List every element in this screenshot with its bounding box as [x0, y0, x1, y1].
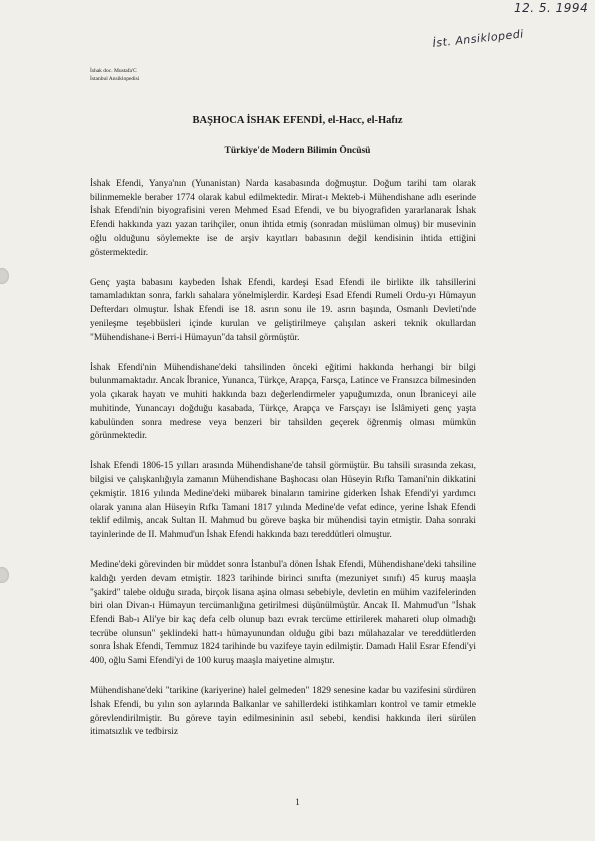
punch-hole — [0, 268, 9, 284]
source-note — [90, 67, 139, 83]
page-number: 1 — [295, 797, 300, 807]
document-subtitle: Türkiye'de Modern Bilimin Öncüsü — [224, 146, 371, 156]
paragraph: İshak Efendi'nin Mühendishane'deki tahsilinden önceki eğitimi hakkında herhangi bir bilgi bulunmamaktadır. Ancak İbranice, Yunanca, Türkçe, Arapça, Farsça, Latince ve Fransızca bilmesinden yola çıkarak hayatı ve muhiti hakkında bazı değerlendirmeler yapuğumızda, onun İbraniceyi aile muhitinde, Yunancayı doğduğu kasabada, Türkçe, Arapça ve Farsçayı ise İslâmiyeti genç yaşta kabulünden sonra medrese veya benzeri bir tahsilden geçerek öğrenmiş olması mümkün görünmektedir. — [90, 362, 476, 442]
document-title: BAŞHOCA İSHAK EFENDİ, el-Hacc, el-Hafız — [192, 115, 403, 126]
paragraph: İshak Efendi, Yanya'nın (Yunanistan) Narda kasabasında doğmuştur. Doğum tarihi tam olarak bilinmemekle beraber 1774 olarak kabul edilmektedir. Mirat-ı Mekteb-i Mühendishane adlı eserinde İshak Efendi'nin biyografisini veren Mehmed Esad Efendi, ve bu biyografiden yararlanarak İshak Efendi hakkında yazı yazan tarihçiler, onun ihtida etmiş (sonradan müslüman olmuş) bir musevinin oğlu olduğunu söylemekte ise de arşiv kayıtları babasının değil kendisinin ihtida ettiğini göstermektedir. — [90, 179, 476, 258]
handwritten-note: İst. Ansiklopedi — [432, 27, 525, 50]
paragraph: Genç yaşta babasını kaybeden İshak Efendi, kardeşi Esad Efendi ile birlikte ilk tahsillerini tamamladıktan sonra, farklı sahalara yönelmişlerdir. Kardeşi Esad Efendi Rumeli Ordu-yı Hümayun Defterdarı olmuştur. İshak Efendi ise 18. asrın sonu ile 19. asrın başında, Osmanlı Devleti'nde yenileşme teşebbüsleri içinde kurulan ve geliştirilmeye çalışılan askeri teknik okullardan "Mühendishane-i Berri-i Hümayun"da tahsil görmüştür. — [90, 277, 476, 343]
punch-hole — [0, 567, 9, 583]
body-text — [90, 178, 476, 757]
handwritten-date: 12. 5. 1994 — [514, 1, 589, 15]
paragraph: Mühendishane'deki "tarikine (kariyerine) halel gelmeden" 1829 senesine kadar bu vazifesini sürdüren İshak Efendi, bu yılın son aylarında Balkanlar ve sahillerdeki istihkamları kontrol ve tamir etmekle görevlendirilmiştir. Bu göreve tayin edilmesininin asıl sebebi, kendisi hakkında ileri sürülen itimatsızlık ve tedbirsiz — [90, 686, 476, 738]
source-line: İstanbul Ansiklopedisi — [90, 76, 140, 82]
source-line: İshak doc. Mustafa'C — [90, 68, 137, 74]
paragraph: Medine'deki görevinden bir müddet sonra İstanbul'a dönen İshak Efendi, Mühendishane'deki tahsiline kaldığı yerden devam etmiştir. 1823 tarihinde birinci sınıfta (mezuniyet sınıfı) 45 kuruş maaşla "şakird" talebe olduğu sırada, birçok lisana aşina olması sebebiyle, devletin en mühim vazifelerinden biri olan Divan-ı Hümayun tercümanlığına getirilmesi düşünülmüştür. Ancak II. Mahmud'un "İshak Efendi Bab-ı Ali'ye bir kaç defa celb olunup bazı evrak tercüme ettirilerek mahareti olup olmadığı tecrübe olunsun" şeklindeki hatt-ı hümayunundan olduğu gibi bazı mülahazalar ve tereddütlerden sonra İshak Efendi, Temmuz 1824 tarihinde bu vazifeye tayin edilmiştir. Damadı Halil Esrar Efendi'yi 400, oğlu Sami Efendi'yi de 100 kuruş maaşla maiyetine almıştır. — [90, 560, 476, 667]
paragraph: İshak Efendi 1806-15 yılları arasında Mühendishane'de tahsil görmüştür. Bu tahsili sırasında zekası, bilgisi ve çalışkanlığıyla zamanın Mühendishane Başhocası olan Hüseyin Rıfkı Tamani'nin dikkatini çekmiştir. 1816 yılında Medine'deki mübarek binaların tamirine giderken İshak Efendi'yi yardımcı olarak yanına alan Hüseyin Rıfkı Tamani 1817 yılında Medine'de vefat edince, yerine İshak Efendi teklif edilmiş, ancak Sultan II. Mahmud bu göreve başka bir mühendisi tayin etmiştir. Daha sonraki tayinlerinde de II. Mahmud'un İshak Efendi hakkında bazı tereddütleri olmuştur. — [90, 461, 476, 540]
